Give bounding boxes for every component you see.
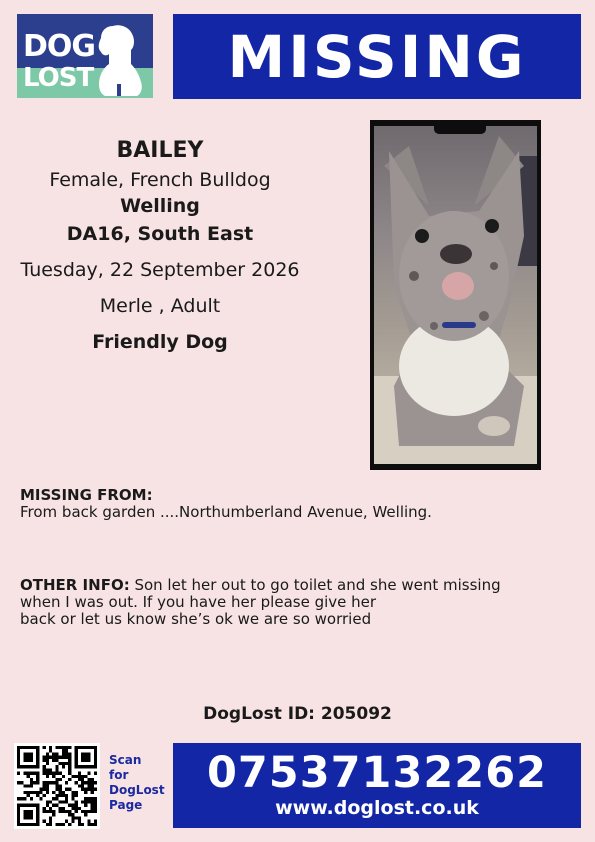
other-info-line2: when I was out. If you have her please give her [20,593,377,611]
missing-from-section [20,487,560,521]
contact-banner [173,743,581,828]
website-link[interactable]: www.doglost.co.uk [275,797,479,819]
other-info-line1: Son let her out to go toilet and she went missing [129,576,501,594]
dog-area: Welling [120,195,200,217]
scan-line-3: DogLost [109,783,165,797]
other-info-label: OTHER INFO: [20,576,130,594]
dog-name: BAILEY [116,138,204,163]
logo-text-dog: DOG [23,29,96,64]
dog-details [0,138,320,353]
qr-code-icon [17,746,97,826]
logo-text-lost: LOST [23,63,94,93]
missing-banner: MISSING [173,14,581,99]
other-info-section [20,577,560,628]
dog-colour-age: Merle , Adult [99,295,221,317]
missing-from-label: MISSING FROM: [20,486,153,504]
doglost-id: DogLost ID: 205092 [203,704,392,724]
qr-code[interactable] [14,743,100,829]
missing-from-text: From back garden ....Northumberland Avenue, Welling. [20,503,432,521]
scan-caption [109,753,169,813]
doglost-logo [17,14,153,98]
scan-line-4: Page [109,798,143,812]
dog-sex-breed: Female, French Bulldog [49,169,271,191]
other-info-line3: back or let us know she’s ok we are so worried [20,610,372,628]
scan-line-1: Scan [109,753,142,767]
missing-date: Tuesday, 22 September 2026 [20,259,300,281]
dog-postcode-region: DA16, South East [66,223,254,245]
dog-photo [370,120,541,470]
dog-temperament: Friendly Dog [92,331,228,353]
puppy-silhouette-icon [87,20,151,98]
phone-number[interactable]: 07537132262 [206,748,548,798]
dog-photo-image [374,126,537,464]
french-bulldog-illustration [374,126,537,464]
scan-line-2: for [109,768,129,782]
